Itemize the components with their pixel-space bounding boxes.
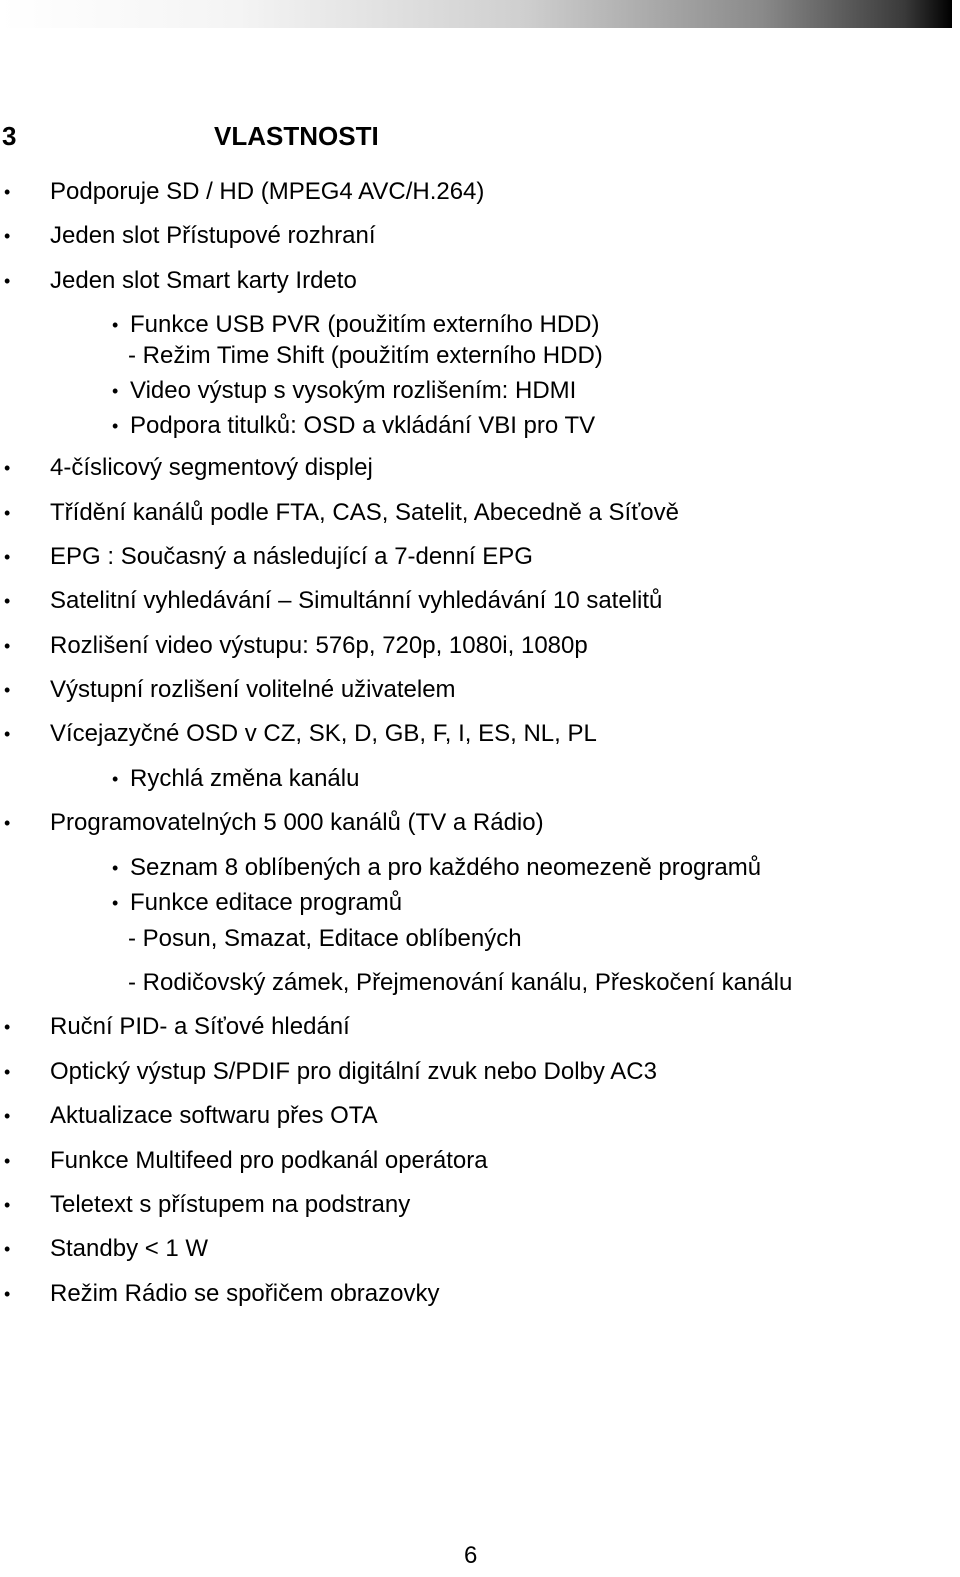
header-gradient-bar [0,0,952,28]
feature-item: 4-číslicový segmentový displej [50,454,373,481]
feature-item: Aktualizace softwaru přes OTA [50,1102,378,1129]
feature-subitem: - Rodičovský zámek, Přejmenování kanálu, Přeskočení kanálu [128,969,793,996]
bullet-icon: • [4,1062,11,1082]
bullet-icon: • [112,381,119,401]
bullet-icon: • [4,813,11,833]
feature-item: Programovatelných 5 000 kanálů (TV a Rádio) [50,809,544,836]
feature-item: EPG : Současný a následující a 7-denní EPG [50,543,533,570]
section-title: VLASTNOSTI [214,121,379,151]
bullet-icon: • [4,1106,11,1126]
bullet-icon: • [4,724,11,744]
feature-subitem: - Posun, Smazat, Editace oblíbených [128,925,522,952]
bullet-icon: • [4,182,11,202]
feature-item: Jeden slot Smart karty Irdeto [50,267,357,294]
bullet-icon: • [112,858,119,878]
bullet-icon: • [112,769,119,789]
bullet-icon: • [4,1239,11,1259]
feature-item: Rozlišení video výstupu: 576p, 720p, 1080i, 1080p [50,632,588,659]
feature-item: Jeden slot Přístupové rozhraní [50,222,376,249]
bullet-icon: • [4,1284,11,1304]
bullet-icon: • [4,271,11,291]
feature-item: Režim Rádio se spořičem obrazovky [50,1280,440,1307]
feature-subitem: Funkce editace programů [130,889,403,916]
feature-subitem: Funkce USB PVR (použitím externího HDD) [130,311,600,338]
bullet-icon: • [4,1195,11,1215]
feature-subitem: Seznam 8 oblíbených a pro každého neomezeně programů [130,854,762,881]
bullet-icon: • [4,547,11,567]
feature-subitem: Rychlá změna kanálu [130,765,360,792]
bullet-icon: • [4,636,11,656]
bullet-icon: • [4,458,11,478]
bullet-icon: • [4,503,11,523]
bullet-icon: • [4,1017,11,1037]
feature-subitem: Video výstup s vysokým rozlišením: HDMI [130,377,577,404]
bullet-icon: • [4,680,11,700]
bullet-icon: • [112,416,119,436]
feature-item: Funkce Multifeed pro podkanál operátora [50,1147,488,1174]
feature-item: Vícejazyčné OSD v CZ, SK, D, GB, F, I, ES, NL, PL [50,720,597,747]
bullet-icon: • [4,1151,11,1171]
page-number: 6 [464,1542,478,1569]
feature-item: Třídění kanálů podle FTA, CAS, Satelit, Abecedně a Síťově [50,499,679,526]
bullet-icon: • [112,315,119,335]
feature-item: Satelitní vyhledávání – Simultánní vyhledávání 10 satelitů [50,587,663,614]
feature-item: Optický výstup S/PDIF pro digitální zvuk nebo Dolby AC3 [50,1058,657,1085]
bullet-icon: • [4,226,11,246]
feature-item: Teletext s přístupem na podstrany [50,1191,411,1218]
section-number: 3 [2,121,17,151]
feature-item: Standby < 1 W [50,1235,209,1262]
bullet-icon: • [4,591,11,611]
feature-item: Ruční PID- a Síťové hledání [50,1013,350,1040]
bullet-icon: • [112,893,119,913]
feature-subitem: Podpora titulků: OSD a vkládání VBI pro TV [130,412,596,439]
feature-subitem: - Režim Time Shift (použitím externího HDD) [128,342,603,369]
feature-item: Výstupní rozlišení volitelné uživatelem [50,676,456,703]
feature-item: Podporuje SD / HD (MPEG4 AVC/H.264) [50,178,485,205]
